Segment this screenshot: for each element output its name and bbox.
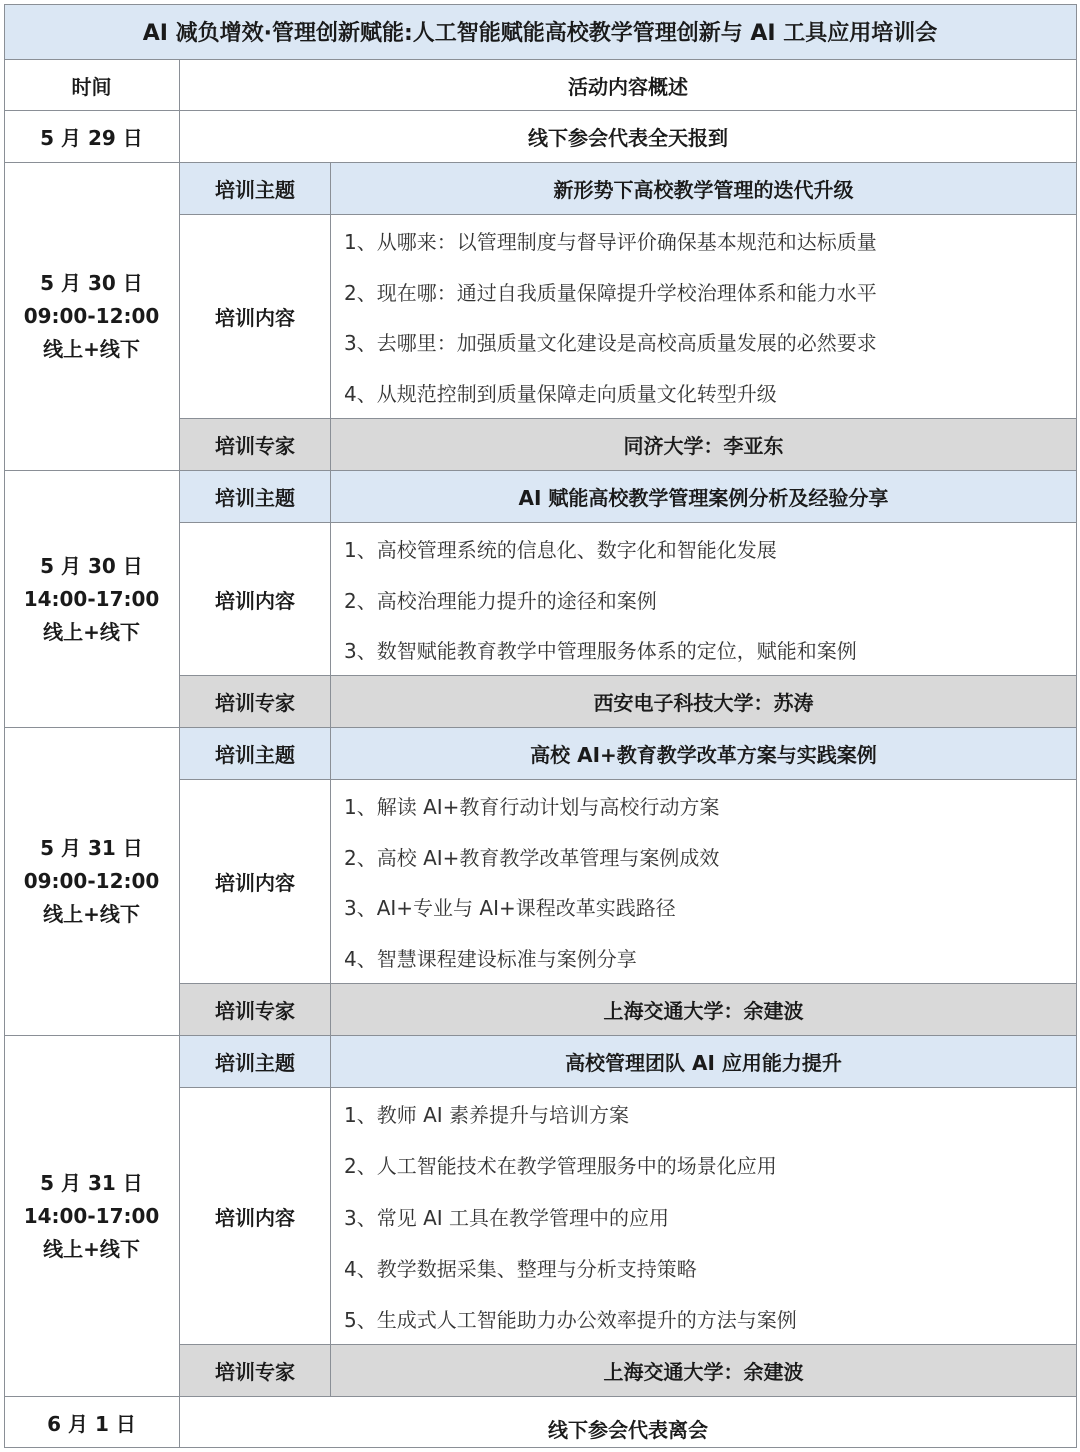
session-date xyxy=(4,728,180,1036)
session-date-line: 5 月 30 日 xyxy=(40,553,143,578)
session-content-list xyxy=(331,780,1077,984)
session-date-line: 线上+线下 xyxy=(43,619,140,644)
list-item: 1、解读 AI+教育行动计划与高校行动方案 xyxy=(344,794,720,819)
session-date-line: 09:00-12:00 xyxy=(23,869,160,893)
list-item: 4、智慧课程建设标准与案例分享 xyxy=(344,947,637,972)
session-date xyxy=(4,163,180,471)
session-date-line: 5 月 30 日 xyxy=(40,271,143,295)
last-date: 6 月 1 日 xyxy=(4,1397,180,1448)
list-item: 3、AI+专业与 AI+课程改革实践路径 xyxy=(344,896,676,921)
session-date-line: 09:00-12:00 xyxy=(23,304,160,328)
content-label: 培训内容 xyxy=(180,523,331,676)
session-date-line: 5 月 31 日 xyxy=(40,1170,143,1195)
list-item: 2、高校 AI+教育教学改革管理与案例成效 xyxy=(344,845,720,870)
list-item: 1、高校管理系统的信息化、数字化和智能化发展 xyxy=(344,537,777,562)
session-date-line: 线上+线下 xyxy=(43,902,140,926)
topic-label: 培训主题 xyxy=(180,471,331,523)
list-item: 3、去哪里：加强质量文化建设是高校高质量发展的必然要求 xyxy=(344,331,877,356)
list-item: 1、从哪来：以管理制度与督导评价确保基本规范和达标质量 xyxy=(344,229,877,254)
day1-desc: 线下参会代表全天报到 xyxy=(180,111,1077,163)
session-date-line: 5 月 31 日 xyxy=(40,836,143,860)
session-topic: 高校 AI+教育教学改革方案与实践案例 xyxy=(331,728,1077,780)
session-date-line: 线上+线下 xyxy=(43,337,140,361)
list-item: 2、人工智能技术在教学管理服务中的场景化应用 xyxy=(344,1154,777,1179)
session-date xyxy=(4,1036,180,1397)
session-topic: AI 赋能高校教学管理案例分析及经验分享 xyxy=(331,471,1077,523)
list-item: 1、教师 AI 素养提升与培训方案 xyxy=(344,1103,630,1128)
expert-label: 培训专家 xyxy=(180,676,331,728)
content-label: 培训内容 xyxy=(180,1088,331,1345)
list-item: 5、生成式人工智能助力办公效率提升的方法与案例 xyxy=(344,1307,797,1332)
day1-date: 5 月 29 日 xyxy=(4,111,180,163)
header-time: 时间 xyxy=(4,60,180,111)
session-expert: 上海交通大学：余建波 xyxy=(331,1345,1077,1397)
session-content-list xyxy=(331,523,1077,676)
session-date-line: 14:00-17:00 xyxy=(23,1203,160,1228)
header-overview: 活动内容概述 xyxy=(180,60,1077,111)
expert-label: 培训专家 xyxy=(180,419,331,471)
session-date xyxy=(4,471,180,728)
session-content-list xyxy=(331,1088,1077,1345)
topic-label: 培训主题 xyxy=(180,163,331,215)
topic-label: 培训主题 xyxy=(180,728,331,780)
list-item: 2、现在哪：通过自我质量保障提升学校治理体系和能力水平 xyxy=(344,280,877,305)
list-item: 2、高校治理能力提升的途径和案例 xyxy=(344,588,657,613)
content-label: 培训内容 xyxy=(180,780,331,984)
session-expert: 同济大学：李亚东 xyxy=(331,419,1077,471)
list-item: 4、从规范控制到质量保障走向质量文化转型升级 xyxy=(344,382,777,407)
session-expert: 西安电子科技大学：苏涛 xyxy=(331,676,1077,728)
list-item: 3、常见 AI 工具在教学管理中的应用 xyxy=(344,1205,670,1230)
topic-label: 培训主题 xyxy=(180,1036,331,1088)
session-topic: 新形势下高校教学管理的迭代升级 xyxy=(331,163,1077,215)
list-item: 3、数智赋能教育教学中管理服务体系的定位，赋能和案例 xyxy=(344,639,857,664)
session-date-line: 线上+线下 xyxy=(43,1236,140,1261)
session-expert: 上海交通大学：余建波 xyxy=(331,984,1077,1036)
content-label: 培训内容 xyxy=(180,215,331,419)
session-content-list xyxy=(331,215,1077,419)
expert-label: 培训专家 xyxy=(180,1345,331,1397)
list-item: 4、教学数据采集、整理与分析支持策略 xyxy=(344,1256,697,1281)
expert-label: 培训专家 xyxy=(180,984,331,1036)
session-topic: 高校管理团队 AI 应用能力提升 xyxy=(331,1036,1077,1088)
session-date-line: 14:00-17:00 xyxy=(23,586,160,611)
last-desc: 线下参会代表离会 xyxy=(180,1397,1077,1448)
table-title: AI 减负增效·管理创新赋能:人工智能赋能高校教学管理创新与 AI 工具应用培训会 xyxy=(4,4,1077,60)
